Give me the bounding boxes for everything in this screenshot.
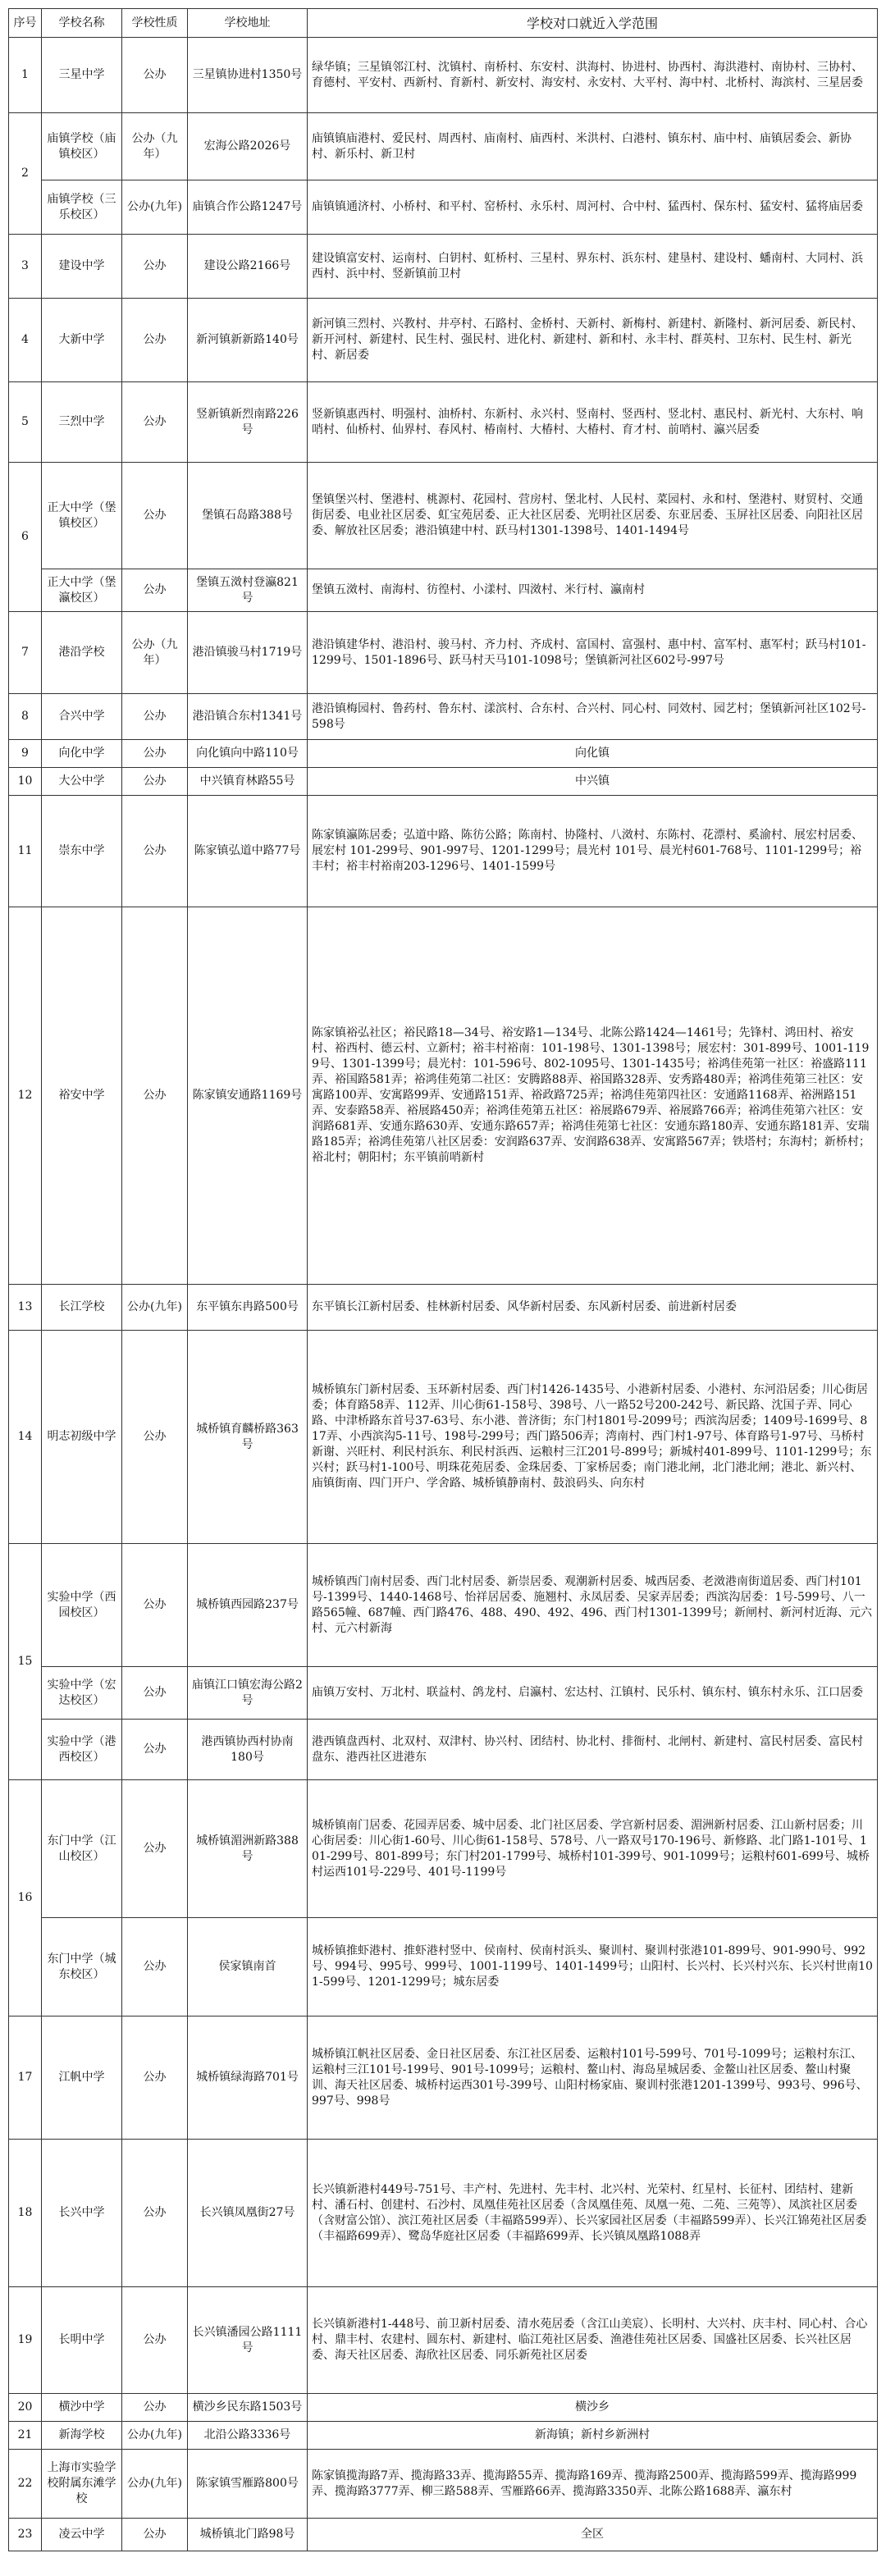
- school-address: 建设公路2166号: [188, 235, 308, 299]
- school-name: 长兴中学: [42, 2140, 122, 2287]
- enrollment-range: 港沿镇梅园村、鲁药村、鲁东村、漾滨村、合东村、合兴村、同心村、同效村、园艺村；堡镇新河社区102号-598号: [308, 694, 878, 740]
- school-type: 公办: [122, 235, 188, 299]
- table-header-row: [9, 9, 878, 38]
- school-type: 公办: [122, 2394, 188, 2422]
- row-number: 13: [9, 1285, 42, 1331]
- table-row: [9, 463, 878, 569]
- school-address: 城桥镇绿海路701号: [188, 2016, 308, 2140]
- row-number: 16: [9, 1780, 42, 2016]
- school-address: 陈家镇雪雁路800号: [188, 2450, 308, 2519]
- school-type: 公办: [122, 2016, 188, 2140]
- school-address: 城桥镇西园路237号: [188, 1544, 308, 1667]
- row-number: 21: [9, 2422, 42, 2450]
- school-name: 崇东中学: [42, 796, 122, 907]
- school-address: 港沿镇骏马村1719号: [188, 612, 308, 694]
- table-row: [9, 612, 878, 694]
- table-row: [9, 740, 878, 768]
- table-row: [9, 180, 878, 235]
- row-number: 7: [9, 612, 42, 694]
- enrollment-range: 城桥镇江帆社区居委、金日社区居委、东江社区居委、运粮村101号-599号、701号-1099号；运粮村东江、运粮村三江101号-199号、901号-1099号；运粮村、鳌山村、海岛星城居委、金鳌山社区居委、鳌山村聚训、海天社区居委、城桥村运西301号-399号、山阳村杨家庙、聚训村张港1201-1399号、993号、996号、997号、998号: [308, 2016, 878, 2140]
- enrollment-range: 城桥镇西门南村居委、西门北村居委、新崇居委、观潮新村居委、城西居委、老滧港南街道居委、西门村101号-1399号、1440-1468号、怡祥居居委、施翘村、永凤居委、吴家弄居委；西滨沟居委：1号-599号、八一路565幢、687幢、西门路476、488、490、492、496、西门村1301-1399号；新闸村、新河村近海、元六村、元六村新海: [308, 1544, 878, 1667]
- header-school-type: 学校性质: [122, 9, 188, 38]
- enrollment-range: 城桥镇南门居委、花园弄居委、城中居委、北门社区居委、学宫新村居委、湄洲新村居委、江山新村居委；川心街居委：川心街1-60号、川心街61-158号、578号、八一路双号170-196号、新修路、北门路1-101号、101-299号、801-899号；东门村201-1799号、城桥村101-399号、901-1099号；运粮村601-699号、城桥村运西101号-229号、401号-1199号: [308, 1780, 878, 1918]
- school-name: 向化中学: [42, 740, 122, 768]
- table-row: [9, 1780, 878, 1918]
- school-address: 城桥镇北门路98号: [188, 2519, 308, 2551]
- school-type: 公办: [122, 796, 188, 907]
- school-type: 公办: [122, 907, 188, 1285]
- school-type: 公办（九年）: [122, 113, 188, 180]
- school-name: 三烈中学: [42, 382, 122, 463]
- enrollment-range: 庙镇万安村、万北村、联益村、鸽龙村、启瀛村、宏达村、江镇村、民乐村、镇东村、镇东村永乐、江口居委: [308, 1667, 878, 1720]
- school-name: 江帆中学: [42, 2016, 122, 2140]
- enrollment-range: 陈家镇揽海路7弄、揽海路33弄、揽海路55弄、揽海路169弄、揽海路2500弄、揽海路599弄、揽海路999弄、揽海路3777弄、柳三路588弄、雪雁路66弄、揽海路3350弄、北陈公路1688弄、瀛东村: [308, 2450, 878, 2519]
- school-name: 正大中学（堡镇校区）: [42, 463, 122, 569]
- row-number: 8: [9, 694, 42, 740]
- school-address: 庙镇合作公路1247号: [188, 180, 308, 235]
- enrollment-range: 向化镇: [308, 740, 878, 768]
- school-type: 公办: [122, 1780, 188, 1918]
- enrollment-range: 长兴镇新港村449号-751号、丰产村、先进村、先丰村、北兴村、光荣村、红星村、长征村、团结村、建新村、潘石村、创建村、石沙村、凤凰佳苑社区居委（含凤凰佳苑、凤凰一苑、二苑、三苑等）、凤滨社区居委（含财富公馆）、滨江苑社区居委（丰福路599弄）、长兴家园社区居委（丰福路599弄）、长兴江锦苑社区居委（丰福路699弄）、鹭岛华庭社区居委（丰福路699弄、长兴镇凤凰路1088弄: [308, 2140, 878, 2287]
- school-name: 东门中学（城东校区）: [42, 1918, 122, 2016]
- school-type: 公办（九年）: [122, 612, 188, 694]
- school-type: 公办: [122, 2287, 188, 2394]
- school-type: 公办: [122, 569, 188, 612]
- table-row: [9, 2450, 878, 2519]
- enrollment-range: 新河镇三烈村、兴教村、井亭村、石路村、金桥村、天新村、新梅村、新建村、新隆村、新河居委、新民村、新开河村、新建村、民生村、强民村、进化村、新建村、新和村、永丰村、群英村、卫东村、民生村、新光村、新居委: [308, 299, 878, 382]
- school-type: 公办(九年): [122, 2422, 188, 2450]
- table-row: [9, 907, 878, 1285]
- school-address: 城桥镇湄洲新路388号: [188, 1780, 308, 1918]
- row-number: 9: [9, 740, 42, 768]
- table-row: [9, 2140, 878, 2287]
- school-address: 港西镇协西村协南180号: [188, 1720, 308, 1780]
- table-row: [9, 382, 878, 463]
- school-name: 凌云中学: [42, 2519, 122, 2551]
- school-name: 实验中学（港西校区）: [42, 1720, 122, 1780]
- table-row: [9, 1720, 878, 1780]
- school-type: 公办: [122, 382, 188, 463]
- school-type: 公办: [122, 740, 188, 768]
- school-type: 公办: [122, 1918, 188, 2016]
- school-address: 城桥镇育麟桥路363号: [188, 1331, 308, 1544]
- row-number: 22: [9, 2450, 42, 2519]
- enrollment-range: 横沙乡: [308, 2394, 878, 2422]
- table-row: [9, 1667, 878, 1720]
- school-name: 三星中学: [42, 38, 122, 113]
- school-name: 上海市实验学校附属东滩学校: [42, 2450, 122, 2519]
- enrollment-range: 庙镇镇庙港村、爱民村、周西村、庙南村、庙西村、米洪村、白港村、镇东村、庙中村、庙镇居委会、新协村、新乐村、新卫村: [308, 113, 878, 180]
- school-address: 中兴镇育林路55号: [188, 768, 308, 796]
- school-type: 公办: [122, 1544, 188, 1667]
- enrollment-range: 城桥镇推虾港村、推虾港村竖中、侯南村、侯南村浜头、聚训村、聚训村张港101-899号、901-990号、992号、994号、995号、999号、1001-1199号、1401-1499号；山阳村、长兴村、长兴村兴东、长兴村世南101-599号、1201-1299号；城东居委: [308, 1918, 878, 2016]
- school-name: 正大中学（堡瀛校区）: [42, 569, 122, 612]
- enrollment-range: 陈家镇裕弘社区；裕民路18—34号、裕安路1—134号、北陈公路1424—1461号；先锋村、鸿田村、裕安村、裕西村、德云村、立新村；裕丰村裕南：101-198号、1301-1398号；展宏村：301-899号、1001-1199号、1301-1399号；晨光村：101-596号、802-1095号、1301-1435号；裕鸿佳苑第一社区：裕盛路111弄、裕国路581弄；裕鸿佳苑第二社区：安腾路88弄、裕国路328弄、安秀路480弄；裕鸿佳苑第三社区：安寓路100弄、安寓路99弄、安通路151弄、裕政路725弄；裕鸿佳苑第四社区：安通路1168弄、裕洲路151弄、安泰路58弄、裕展路450弄；裕鸿佳苑第五社区：裕展路679弄、裕展路766弄；裕鸿佳苑第六社区：安润路681弄、安通东路630弄、安通东路657弄；裕鸿佳苑第七社区：安通东路180弄、安通东路181弄、安瑞路185弄；裕鸿佳苑第八社区居委：安润路637弄、安润路638弄、安寓路567弄；铁塔村；东海村；新桥村；裕北村；朝阳村；东平镇前哨新村: [308, 907, 878, 1285]
- row-number: 4: [9, 299, 42, 382]
- school-type: 公办: [122, 2140, 188, 2287]
- school-enrollment-table: [8, 8, 878, 2551]
- row-number: 18: [9, 2140, 42, 2287]
- table-row: [9, 1918, 878, 2016]
- school-address: 陈家镇弘道中路77号: [188, 796, 308, 907]
- enrollment-range: 东平镇长江新村居委、桂林新村居委、风华新村居委、东风新村居委、前进新村居委: [308, 1285, 878, 1331]
- school-address: 港沿镇合东村1341号: [188, 694, 308, 740]
- school-name: 长江学校: [42, 1285, 122, 1331]
- header-school-address: 学校地址: [188, 9, 308, 38]
- school-name: 裕安中学: [42, 907, 122, 1285]
- school-name: 明志初级中学: [42, 1331, 122, 1544]
- row-number: 10: [9, 768, 42, 796]
- table-row: [9, 694, 878, 740]
- enrollment-range: 中兴镇: [308, 768, 878, 796]
- school-type: 公办(九年): [122, 2450, 188, 2519]
- enrollment-range: 全区: [308, 2519, 878, 2551]
- school-address: 三星镇协进村1350号: [188, 38, 308, 113]
- enrollment-range: 堡镇堡兴村、堡港村、桃源村、花园村、营房村、堡北村、人民村、菜园村、永和村、堡港村、财贸村、交通街居委、电业社区居委、虹宝苑居委、正大社区居委、光明社区居委、东亚居委、玉屏社区居委、向阳社区居委、解放社区居委；港沿镇建中村、跃马村1301-1398号、1401-1494号: [308, 463, 878, 569]
- table-row: [9, 235, 878, 299]
- enrollment-range: 新海镇；新村乡新洲村: [308, 2422, 878, 2450]
- enrollment-range: 港沿镇建华村、港沿村、骏马村、齐力村、齐成村、富国村、富强村、惠中村、富军村、惠军村；跃马村101-1299号、1501-1896号、跃马村天马101-1098号；堡镇新河社区602号-997号: [308, 612, 878, 694]
- header-school-name: 学校名称: [42, 9, 122, 38]
- row-number: 3: [9, 235, 42, 299]
- school-address: 长兴镇潘园公路1111号: [188, 2287, 308, 2394]
- school-name: 实验中学（西园校区）: [42, 1544, 122, 1667]
- table-row: [9, 2519, 878, 2551]
- enrollment-range: 堡镇五滧村、南海村、彷徨村、小漾村、四滧村、米行村、瀛南村: [308, 569, 878, 612]
- table-row: [9, 2394, 878, 2422]
- table-row: [9, 1544, 878, 1667]
- row-number: 2: [9, 113, 42, 235]
- school-address: 宏海公路2026号: [188, 113, 308, 180]
- table-row: [9, 796, 878, 907]
- school-type: 公办(九年): [122, 180, 188, 235]
- school-address: 新河镇新新路140号: [188, 299, 308, 382]
- row-number: 17: [9, 2016, 42, 2140]
- row-number: 12: [9, 907, 42, 1285]
- enrollment-range: 城桥镇东门新村居委、玉环新村居委、西门村1426-1435号、小港新村居委、小港村、东河沿居委；川心街居委；体育路58弄、112弄、川心街61-158号、398号、八一路52号200-242号、新民路、沈国子弄、同心路、中津桥路东首号37-63号、东小港、普济街；东门村1801号-2099号；西滨沟居委；1409号-1699号、817弄、小西滨沟5-11号、198号-299号；西门路506弄；湾南村、西门村1-97号、体育路号1-97号、马桥村新谢、兴旺村、利民村浜东、利民村浜西、运粮村三江201号-899号；新城村401-899号、1101-1299号；东兴村；跃马村1-100号、明珠花苑居委、金珠居委、丁家桥居委；南门港北闸，北门港北闸；港北、新兴村、庙镇街南、四门开户、学舍路、城桥镇静南村、鼓浪码头、向东村: [308, 1331, 878, 1544]
- table-row: [9, 1285, 878, 1331]
- school-name: 长明中学: [42, 2287, 122, 2394]
- header-no: 序号: [9, 9, 42, 38]
- enrollment-range: 竖新镇惠西村、明强村、油桥村、东新村、永兴村、竖南村、竖西村、竖北村、惠民村、新光村、大东村、响哨村、仙桥村、仙界村、春风村、椿南村、大椿村、大椿村、育才村、前哨村、瀛兴居委: [308, 382, 878, 463]
- row-number: 6: [9, 463, 42, 612]
- table-row: [9, 1331, 878, 1544]
- school-type: 公办: [122, 299, 188, 382]
- row-number: 1: [9, 38, 42, 113]
- row-number: 11: [9, 796, 42, 907]
- school-address: 竖新镇新烈南路226号: [188, 382, 308, 463]
- school-address: 北沿公路3336号: [188, 2422, 308, 2450]
- school-type: 公办(九年): [122, 1285, 188, 1331]
- school-address: 长兴镇凤凰街27号: [188, 2140, 308, 2287]
- row-number: 20: [9, 2394, 42, 2422]
- school-name: 大公中学: [42, 768, 122, 796]
- table-row: [9, 2287, 878, 2394]
- row-number: 23: [9, 2519, 42, 2551]
- school-name: 庙镇学校（庙镇校区）: [42, 113, 122, 180]
- header-enrollment-range: 学校对口就近入学范围: [308, 9, 878, 38]
- table-row: [9, 38, 878, 113]
- school-type: 公办: [122, 38, 188, 113]
- row-number: 19: [9, 2287, 42, 2394]
- school-name: 横沙中学: [42, 2394, 122, 2422]
- school-type: 公办: [122, 2519, 188, 2551]
- school-address: 侯家镇南首: [188, 1918, 308, 2016]
- school-name: 庙镇学校（三乐校区）: [42, 180, 122, 235]
- row-number: 15: [9, 1544, 42, 1780]
- enrollment-range: 建设镇富安村、运南村、白钥村、虹桥村、三星村、界东村、浜东村、建垦村、建设村、蟠南村、大同村、浜西村、浜中村、竖新镇前卫村: [308, 235, 878, 299]
- school-type: 公办: [122, 694, 188, 740]
- school-address: 陈家镇安通路1169号: [188, 907, 308, 1285]
- school-name: 建设中学: [42, 235, 122, 299]
- school-name: 新海学校: [42, 2422, 122, 2450]
- table-row: [9, 569, 878, 612]
- table-row: [9, 113, 878, 180]
- school-address: 横沙乡民东路1503号: [188, 2394, 308, 2422]
- school-name: 大新中学: [42, 299, 122, 382]
- row-number: 14: [9, 1331, 42, 1544]
- enrollment-range: 陈家镇瀛陈居委；弘道中路、陈彷公路；陈南村、协隆村、八滧村、东陈村、花漂村、奚渝村、展宏村居委、展宏村 101-299号、901-997号、1201-1299号；晨光村 101号、晨光村601-768号、1101-1299号；裕丰村；裕丰村裕南203-1296号、1401-1599号: [308, 796, 878, 907]
- row-number: 5: [9, 382, 42, 463]
- school-type: 公办: [122, 1331, 188, 1544]
- enrollment-range: 长兴镇新港村1-448号、前卫新村居委、清水苑居委（含江山美宸）、长明村、大兴村、庆丰村、同心村、合心村、鼎丰村、农建村、圆东村、新建村、临江苑社区居委、渔港佳苑社区居委、国盛社区居委、长兴社区居委、海天社区居委、海欣社区居委、同乐新苑社区居委: [308, 2287, 878, 2394]
- table-row: [9, 768, 878, 796]
- school-address: 庙镇江口镇宏海公路2号: [188, 1667, 308, 1720]
- table-row: [9, 2422, 878, 2450]
- enrollment-range: 绿华镇；三星镇邻江村、沈镇村、南桥村、东安村、洪海村、协进村、协西村、海洪港村、南协村、三协村、育德村、平安村、西新村、育新村、新安村、海安村、永安村、大平村、海中村、北桥村、海滨村、三星居委: [308, 38, 878, 113]
- enrollment-range: 港西镇盘西村、北双村、双津村、协兴村、团结村、协北村、排衙村、北闸村、新建村、富民村居委、富民村盘东、港西社区进港东: [308, 1720, 878, 1780]
- school-type: 公办: [122, 1667, 188, 1720]
- school-type: 公办: [122, 1720, 188, 1780]
- school-name: 实验中学（宏达校区）: [42, 1667, 122, 1720]
- school-address: 东平镇东冉路500号: [188, 1285, 308, 1331]
- school-name: 港沿学校: [42, 612, 122, 694]
- school-address: 堡镇石岛路388号: [188, 463, 308, 569]
- school-name: 合兴中学: [42, 694, 122, 740]
- enrollment-range: 庙镇镇通济村、小桥村、和平村、窑桥村、永乐村、周河村、合中村、猛西村、保东村、猛安村、猛将庙居委: [308, 180, 878, 235]
- school-address: 向化镇向中路110号: [188, 740, 308, 768]
- school-type: 公办: [122, 463, 188, 569]
- school-name: 东门中学（江山校区）: [42, 1780, 122, 1918]
- school-address: 堡镇五滧村登瀛821号: [188, 569, 308, 612]
- school-type: 公办: [122, 768, 188, 796]
- table-row: [9, 299, 878, 382]
- table-row: [9, 2016, 878, 2140]
